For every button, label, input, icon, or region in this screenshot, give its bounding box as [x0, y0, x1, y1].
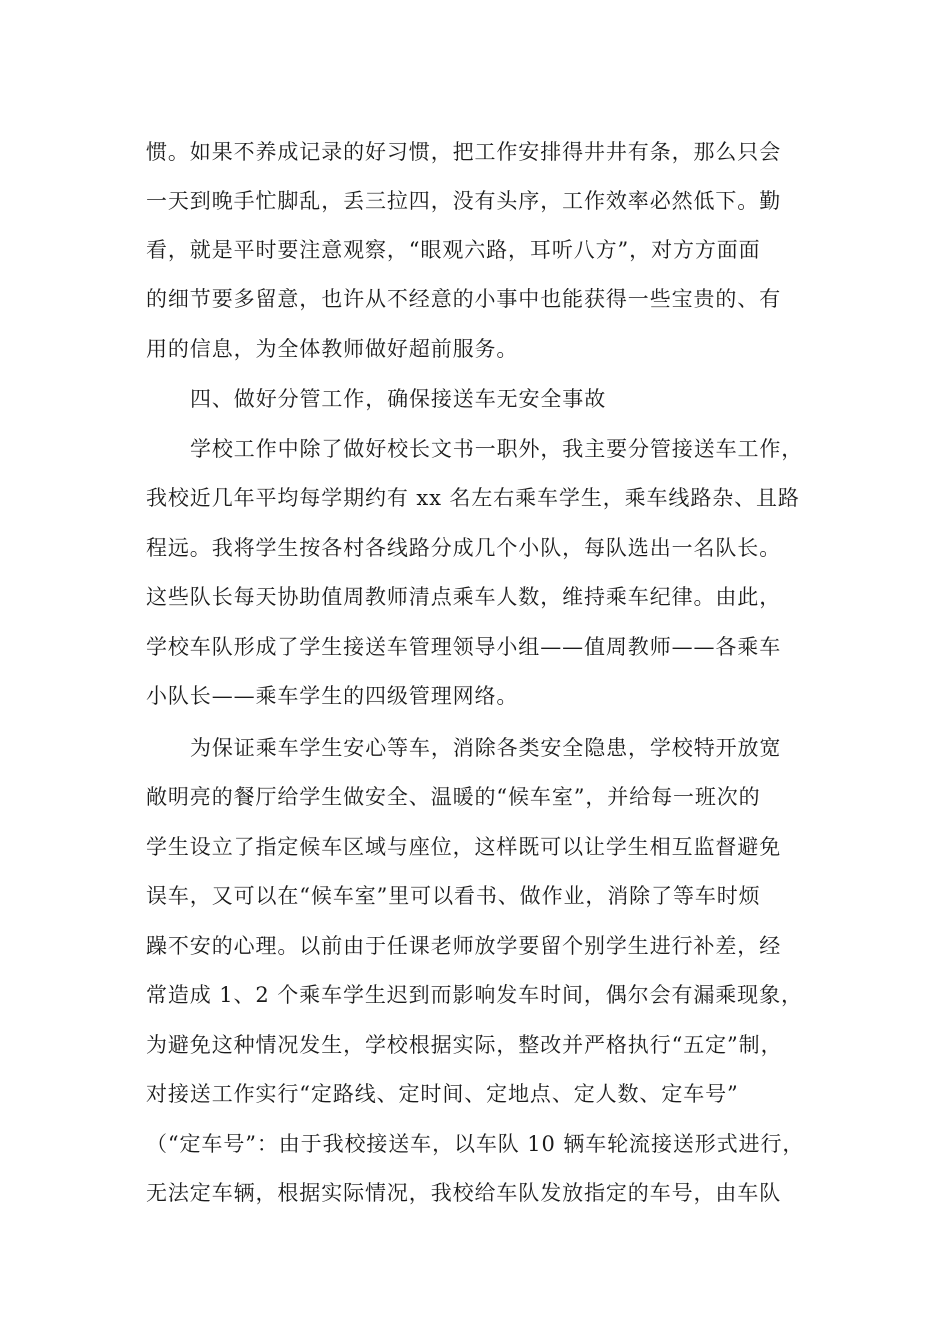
text-line: 用的信息，为全体教师做好超前服务。 — [146, 337, 519, 361]
text-line: 看，就是平时要注意观察，“眼观六路，耳听八方”，对方方面面 — [146, 238, 761, 262]
text-line: 常造成 1、2 个乘车学生迟到而影响发车时间，偶尔会有漏乘现象， — [146, 983, 803, 1007]
section-heading: 四、做好分管工作，确保接送车无安全事故 — [190, 387, 607, 411]
text-line: 学校工作中除了做好校长文书一职外，我主要分管接送车工作， — [190, 437, 804, 461]
text-line: 程远。我将学生按各村各线路分成几个小队，每队选出一名队长。 — [146, 536, 782, 560]
text-line: 无法定车辆，根据实际情况，我校给车队发放指定的车号，由车队 — [146, 1181, 782, 1205]
text-line: 躁不安的心理。以前由于任课老师放学要留个别学生进行补差，经 — [146, 934, 782, 958]
text-line: （“定车号”：由于我校接送车，以车队 10 辆车轮流接送形式进行， — [146, 1132, 805, 1156]
text-line: 我校近几年平均每学期约有 xx 名左右乘车学生，乘车线路杂、且路 — [146, 486, 800, 510]
text-line: 这些队长每天协助值周教师清点乘车人数，维持乘车纪律。由此， — [146, 585, 782, 609]
text-line: 小队长——乘车学生的四级管理网络。 — [146, 684, 519, 708]
text-line: 为保证乘车学生安心等车，消除各类安全隐患，学校特开放宽 — [190, 736, 782, 760]
text-line: 惯。如果不养成记录的好习惯，把工作安排得井井有条，那么只会 — [146, 140, 782, 164]
text-line: 对接送工作实行“定路线、定时间、定地点、定人数、定车号” — [146, 1082, 739, 1106]
text-line: 学生设立了指定候车区域与座位，这样既可以让学生相互监督避免 — [146, 835, 782, 859]
text-line: 敞明亮的餐厅给学生做安全、温暖的“候车室”，并给每一班次的 — [146, 785, 761, 809]
text-line: 误车，又可以在“候车室”里可以看书、做作业，消除了等车时烦 — [146, 884, 761, 908]
text-line: 一天到晚手忙脚乱，丢三拉四，没有头序，工作效率必然低下。勤 — [146, 189, 782, 213]
text-line: 为避免这种情况发生，学校根据实际，整改并严格执行“五定”制， — [146, 1033, 783, 1057]
text-line: 学校车队形成了学生接送车管理领导小组——值周教师——各乘车 — [146, 635, 782, 659]
text-line: 的细节要多留意，也许从不经意的小事中也能获得一些宝贵的、有 — [146, 287, 782, 311]
